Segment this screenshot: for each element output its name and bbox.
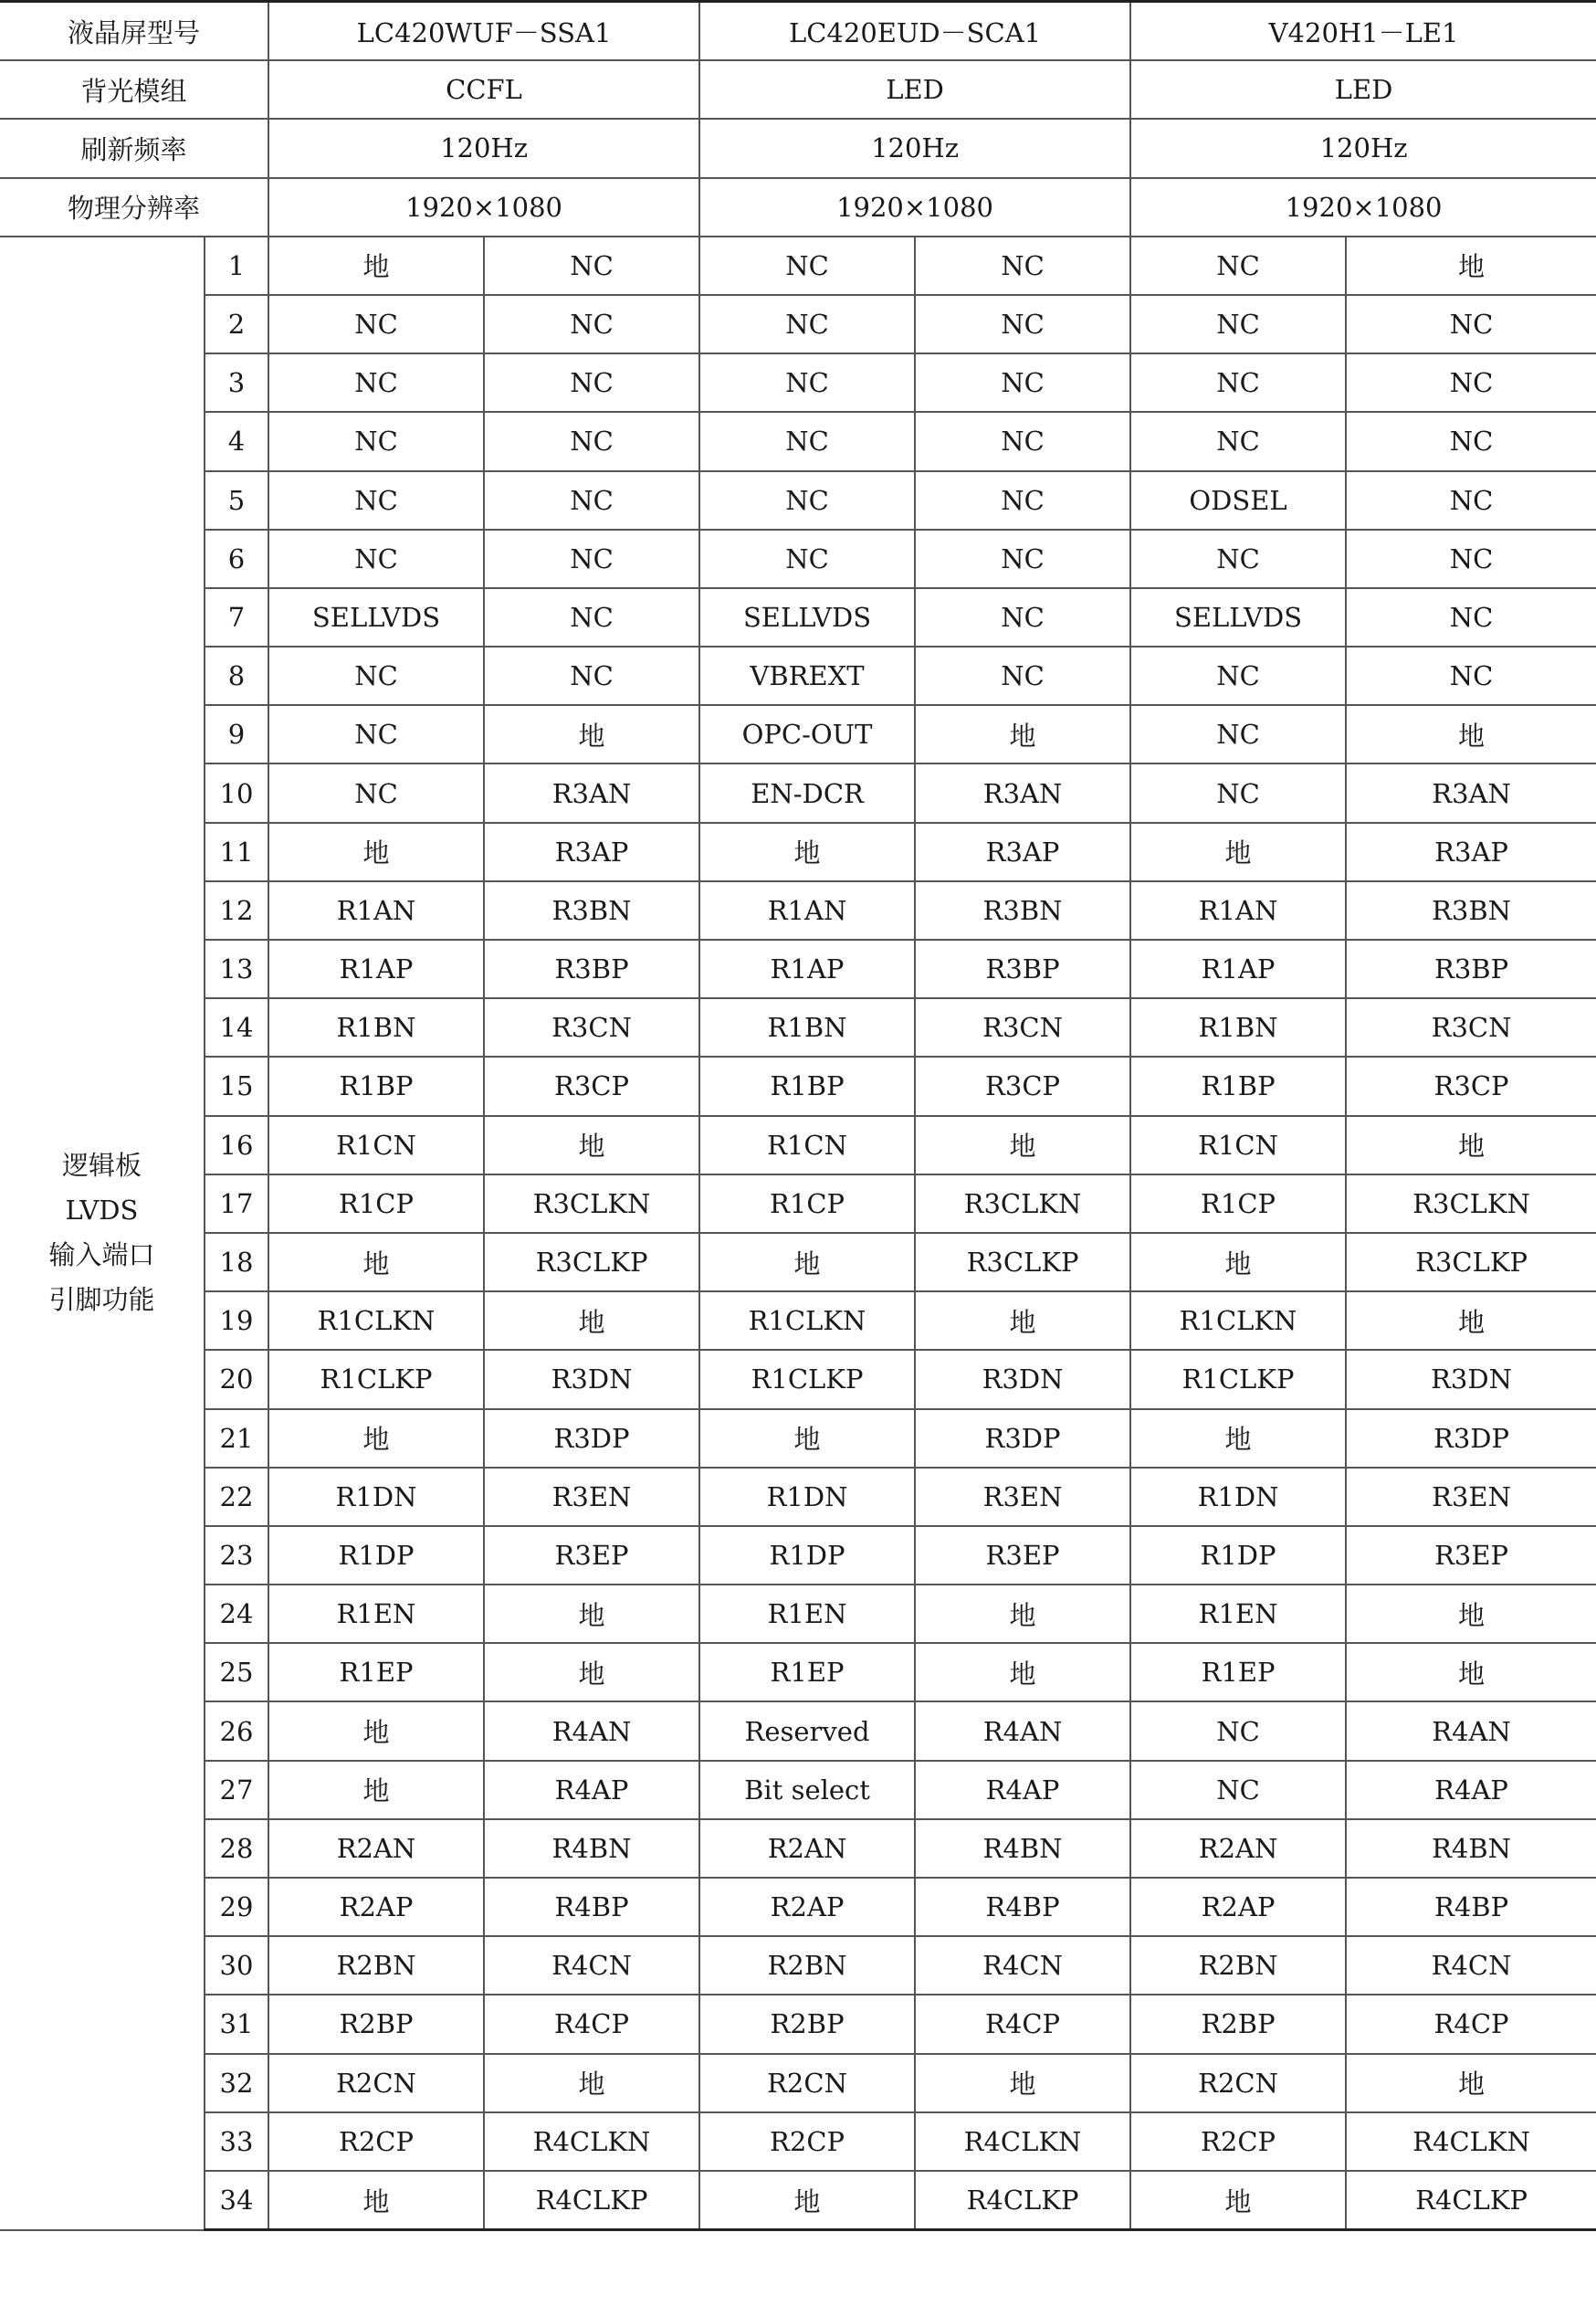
- pin-function-cell: R4CLKP: [484, 2171, 699, 2230]
- pin-number: 32: [205, 2054, 268, 2112]
- pin-number: 14: [205, 998, 268, 1057]
- pin-function-cell: NC: [484, 295, 699, 353]
- pin-function-cell: NC: [1130, 763, 1346, 822]
- pin-row: [0, 471, 1596, 530]
- pin-function-cell: 地: [915, 1116, 1130, 1174]
- pin-function-cell: R3CLKN: [1346, 1174, 1596, 1233]
- pin-function-cell: R1CP: [1130, 1174, 1346, 1233]
- header-row: [0, 60, 1596, 119]
- pin-number: 29: [205, 1878, 268, 1936]
- pin-number: 27: [205, 1761, 268, 1819]
- pin-function-cell: R4CLKP: [915, 2171, 1130, 2230]
- pin-function-cell: R4CP: [1346, 1995, 1596, 2053]
- pin-function-cell: R4BN: [915, 1819, 1130, 1878]
- pin-function-cell: 地: [484, 1585, 699, 1643]
- pin-row: [0, 1233, 1596, 1291]
- table-body: [0, 2, 1596, 2230]
- pin-number: 28: [205, 1819, 268, 1878]
- pin-row: [0, 998, 1596, 1057]
- pin-function-cell: Reserved: [699, 1701, 915, 1760]
- pin-function-cell: R3EP: [484, 1526, 699, 1585]
- pin-function-cell: R2BP: [1130, 1995, 1346, 2053]
- pin-function-cell: 地: [1346, 237, 1596, 295]
- pin-number: 13: [205, 940, 268, 998]
- pin-function-cell: 地: [1346, 705, 1596, 763]
- pin-row: [0, 823, 1596, 881]
- pin-function-cell: NC: [268, 705, 484, 763]
- pin-row: [0, 1409, 1596, 1468]
- pin-function-cell: 地: [484, 705, 699, 763]
- pin-function-cell: R3DP: [484, 1409, 699, 1468]
- pin-function-cell: R1BP: [268, 1057, 484, 1115]
- pin-row: [0, 353, 1596, 412]
- pin-function-cell: NC: [1346, 530, 1596, 588]
- pin-function-cell: R2AN: [1130, 1819, 1346, 1878]
- pin-row: [0, 1526, 1596, 1585]
- pin-number: 30: [205, 1936, 268, 1995]
- pin-function-cell: R2CP: [1130, 2112, 1346, 2171]
- pin-function-cell: NC: [1130, 353, 1346, 412]
- pin-function-cell: NC: [1130, 647, 1346, 705]
- pin-function-cell: R4CP: [484, 1995, 699, 2053]
- pin-function-cell: R3DN: [915, 1350, 1130, 1408]
- pin-function-cell: NC: [1346, 588, 1596, 647]
- pin-row: [0, 647, 1596, 705]
- pin-row: [0, 1291, 1596, 1350]
- pin-function-cell: NC: [484, 471, 699, 530]
- pin-number: 3: [205, 353, 268, 412]
- pin-function-cell: R2CP: [699, 2112, 915, 2171]
- pin-function-cell: OPC-OUT: [699, 705, 915, 763]
- pin-number: 11: [205, 823, 268, 881]
- pin-function-cell: NC: [915, 588, 1130, 647]
- pin-function-cell: NC: [915, 237, 1130, 295]
- pin-row: [0, 1057, 1596, 1115]
- pin-function-cell: NC: [268, 471, 484, 530]
- pin-function-cell: R3EN: [915, 1468, 1130, 1526]
- pin-function-cell: R1CLKP: [699, 1350, 915, 1408]
- pin-function-cell: R1CP: [699, 1174, 915, 1233]
- pin-function-cell: R1CN: [1130, 1116, 1346, 1174]
- pin-row: [0, 588, 1596, 647]
- pin-row: [0, 1878, 1596, 1936]
- pin-function-cell: R1EP: [268, 1643, 484, 1701]
- pin-number: 34: [205, 2171, 268, 2230]
- pin-function-cell: R2BN: [699, 1936, 915, 1995]
- pin-function-cell: NC: [268, 412, 484, 470]
- pin-function-cell: R2AP: [268, 1878, 484, 1936]
- pin-function-cell: NC: [1130, 412, 1346, 470]
- pin-function-cell: 地: [268, 1233, 484, 1291]
- pin-function-cell: 地: [484, 1291, 699, 1350]
- pin-function-cell: R1AP: [699, 940, 915, 998]
- header-label: 物理分辨率: [0, 178, 268, 237]
- pin-function-cell: EN-DCR: [699, 763, 915, 822]
- pin-number: 20: [205, 1350, 268, 1408]
- pin-function-cell: NC: [484, 412, 699, 470]
- pin-function-cell: 地: [268, 1761, 484, 1819]
- pin-function-cell: R3AN: [915, 763, 1130, 822]
- pin-row: [0, 1174, 1596, 1233]
- pin-function-cell: SELLVDS: [699, 588, 915, 647]
- pin-function-cell: R4AN: [915, 1701, 1130, 1760]
- pin-function-cell: NC: [915, 295, 1130, 353]
- pin-function-cell: R1EN: [1130, 1585, 1346, 1643]
- pin-function-cell: NC: [699, 412, 915, 470]
- pin-function-cell: R2CN: [1130, 2054, 1346, 2112]
- pin-function-cell: 地: [268, 1409, 484, 1468]
- pin-row: [0, 1701, 1596, 1760]
- pin-function-cell: R1BN: [699, 998, 915, 1057]
- header-value: LC420WUF－SSA1: [268, 2, 699, 61]
- pin-function-cell: NC: [484, 530, 699, 588]
- header-value: V420H1－LE1: [1130, 2, 1596, 61]
- pin-function-cell: NC: [1346, 295, 1596, 353]
- pin-number: 5: [205, 471, 268, 530]
- pin-function-cell: NC: [268, 647, 484, 705]
- section-label-line: 引脚功能: [48, 1284, 155, 1316]
- pin-function-cell: NC: [1130, 530, 1346, 588]
- pin-function-cell: R1EN: [268, 1585, 484, 1643]
- pin-function-cell: NC: [915, 471, 1130, 530]
- pin-function-cell: R3AP: [1346, 823, 1596, 881]
- pin-function-cell: NC: [268, 530, 484, 588]
- pin-function-cell: R3DP: [915, 1409, 1130, 1468]
- pin-function-cell: R3BP: [484, 940, 699, 998]
- pin-function-cell: R3CP: [915, 1057, 1130, 1115]
- pin-function-cell: R2AN: [699, 1819, 915, 1878]
- pin-function-cell: R2CN: [699, 2054, 915, 2112]
- pin-function-cell: 地: [268, 1701, 484, 1760]
- pin-function-cell: R3DP: [1346, 1409, 1596, 1468]
- pin-function-cell: R4BP: [915, 1878, 1130, 1936]
- pin-row: [0, 1819, 1596, 1878]
- pin-function-cell: R3AP: [484, 823, 699, 881]
- pin-number: 31: [205, 1995, 268, 2053]
- pin-number: 4: [205, 412, 268, 470]
- pin-function-cell: R3BN: [915, 881, 1130, 940]
- pin-row: [0, 1350, 1596, 1408]
- pin-function-cell: R3BP: [915, 940, 1130, 998]
- pin-function-cell: 地: [268, 2171, 484, 2230]
- pin-function-cell: 地: [268, 237, 484, 295]
- pin-number: 33: [205, 2112, 268, 2171]
- pin-function-cell: R4AP: [915, 1761, 1130, 1819]
- pin-function-cell: R3DN: [1346, 1350, 1596, 1408]
- pin-function-cell: SELLVDS: [1130, 588, 1346, 647]
- pin-function-cell: R1AP: [268, 940, 484, 998]
- pin-function-cell: NC: [1130, 1761, 1346, 1819]
- pin-function-cell: R4CLKN: [915, 2112, 1130, 2171]
- pin-function-cell: R3AN: [484, 763, 699, 822]
- pin-number: 8: [205, 647, 268, 705]
- pin-function-cell: 地: [699, 823, 915, 881]
- pin-function-cell: R1CLKP: [1130, 1350, 1346, 1408]
- pin-function-cell: R2AP: [699, 1878, 915, 1936]
- pin-number: 2: [205, 295, 268, 353]
- pin-function-cell: R2AP: [1130, 1878, 1346, 1936]
- pin-row: [0, 530, 1596, 588]
- pin-function-cell: 地: [699, 2171, 915, 2230]
- pin-function-cell: 地: [268, 823, 484, 881]
- pin-function-cell: VBREXT: [699, 647, 915, 705]
- pin-number: 9: [205, 705, 268, 763]
- pin-number: 7: [205, 588, 268, 647]
- header-row: [0, 119, 1596, 177]
- pin-function-cell: NC: [699, 237, 915, 295]
- pin-function-cell: R3EN: [1346, 1468, 1596, 1526]
- pin-function-cell: R2BP: [268, 1995, 484, 2053]
- section-label-line: LVDS: [65, 1194, 139, 1226]
- pin-row: [0, 763, 1596, 822]
- pin-function-cell: R4CN: [1346, 1936, 1596, 1995]
- pin-function-cell: R1CN: [699, 1116, 915, 1174]
- pin-function-cell: R3EP: [1346, 1526, 1596, 1585]
- pin-row: [0, 237, 1596, 295]
- pin-function-cell: 地: [699, 1233, 915, 1291]
- section-label: [0, 237, 205, 2230]
- pin-function-cell: R2CP: [268, 2112, 484, 2171]
- pin-function-cell: NC: [268, 763, 484, 822]
- pin-function-cell: R2AN: [268, 1819, 484, 1878]
- pin-function-cell: R4CLKP: [1346, 2171, 1596, 2230]
- pin-function-cell: R4BN: [1346, 1819, 1596, 1878]
- pin-row: [0, 1761, 1596, 1819]
- pin-function-cell: R1BP: [699, 1057, 915, 1115]
- section-label-line: 输入端口: [48, 1239, 155, 1271]
- pin-function-cell: R2BN: [268, 1936, 484, 1995]
- pin-number: 17: [205, 1174, 268, 1233]
- pin-function-cell: R4CN: [915, 1936, 1130, 1995]
- pin-function-cell: R1DP: [699, 1526, 915, 1585]
- pin-function-cell: 地: [1130, 1233, 1346, 1291]
- pin-row: [0, 705, 1596, 763]
- pin-function-cell: 地: [1346, 1291, 1596, 1350]
- pin-function-cell: R4AN: [1346, 1701, 1596, 1760]
- pin-row: [0, 1995, 1596, 2053]
- pin-function-cell: R3CLKN: [484, 1174, 699, 1233]
- pin-function-cell: R3CP: [1346, 1057, 1596, 1115]
- pin-function-cell: R1BN: [268, 998, 484, 1057]
- pin-number: 12: [205, 881, 268, 940]
- pin-function-cell: R1CN: [268, 1116, 484, 1174]
- header-value: LED: [1130, 60, 1596, 119]
- pin-function-cell: R3DN: [484, 1350, 699, 1408]
- pin-row: [0, 295, 1596, 353]
- pin-function-cell: NC: [1130, 237, 1346, 295]
- pin-function-cell: R4CLKN: [1346, 2112, 1596, 2171]
- pin-function-cell: 地: [484, 2054, 699, 2112]
- pin-function-cell: R3CLKN: [915, 1174, 1130, 1233]
- pin-function-cell: R3CLKP: [915, 1233, 1130, 1291]
- pin-function-cell: R1AN: [699, 881, 915, 940]
- header-value: 120Hz: [268, 119, 699, 177]
- pin-function-cell: R4AP: [484, 1761, 699, 1819]
- pin-function-cell: 地: [484, 1643, 699, 1701]
- pin-row: [0, 1116, 1596, 1174]
- pin-function-cell: R1EP: [699, 1643, 915, 1701]
- pin-function-cell: NC: [699, 530, 915, 588]
- header-value: 1920×1080: [1130, 178, 1596, 237]
- pin-function-cell: R1DN: [1130, 1468, 1346, 1526]
- pin-function-cell: 地: [699, 1409, 915, 1468]
- pin-function-cell: NC: [1130, 705, 1346, 763]
- pin-function-cell: R1CLKN: [699, 1291, 915, 1350]
- pin-number: 23: [205, 1526, 268, 1585]
- pin-function-cell: R4CP: [915, 1995, 1130, 2053]
- pin-function-cell: 地: [915, 1643, 1130, 1701]
- pin-function-cell: NC: [915, 353, 1130, 412]
- pin-function-cell: 地: [1130, 1409, 1346, 1468]
- pin-function-cell: 地: [1346, 2054, 1596, 2112]
- header-row: [0, 2, 1596, 61]
- pin-function-cell: 地: [915, 1291, 1130, 1350]
- pin-function-cell: 地: [915, 2054, 1130, 2112]
- pin-number: 25: [205, 1643, 268, 1701]
- pin-row: [0, 1936, 1596, 1995]
- header-label: 背光模组: [0, 60, 268, 119]
- pin-function-cell: NC: [1346, 647, 1596, 705]
- pin-function-cell: R1DP: [268, 1526, 484, 1585]
- pin-function-cell: 地: [1130, 823, 1346, 881]
- pin-number: 6: [205, 530, 268, 588]
- pin-function-cell: NC: [915, 412, 1130, 470]
- pin-function-cell: R4CN: [484, 1936, 699, 1995]
- pin-number: 19: [205, 1291, 268, 1350]
- pin-function-cell: NC: [484, 353, 699, 412]
- pin-function-cell: R4BN: [484, 1819, 699, 1878]
- pin-function-cell: NC: [268, 295, 484, 353]
- pin-row: [0, 881, 1596, 940]
- header-value: LED: [699, 60, 1130, 119]
- header-value: 1920×1080: [268, 178, 699, 237]
- pin-function-cell: R3BN: [484, 881, 699, 940]
- pin-function-cell: R4BP: [484, 1878, 699, 1936]
- header-row: [0, 178, 1596, 237]
- pin-function-cell: 地: [915, 705, 1130, 763]
- pin-number: 26: [205, 1701, 268, 1760]
- pin-function-cell: R1EN: [699, 1585, 915, 1643]
- pin-function-cell: R1CLKP: [268, 1350, 484, 1408]
- pin-row: [0, 2171, 1596, 2230]
- pin-row: [0, 2112, 1596, 2171]
- pin-function-cell: R2CN: [268, 2054, 484, 2112]
- pin-function-cell: R1DP: [1130, 1526, 1346, 1585]
- pin-function-cell: R1EP: [1130, 1643, 1346, 1701]
- pin-function-cell: R4AN: [484, 1701, 699, 1760]
- pin-number: 22: [205, 1468, 268, 1526]
- pin-function-cell: R2BN: [1130, 1936, 1346, 1995]
- pin-function-cell: R3CLKP: [1346, 1233, 1596, 1291]
- pin-function-cell: 地: [484, 1116, 699, 1174]
- pin-function-cell: NC: [1346, 412, 1596, 470]
- pin-function-cell: R1CLKN: [268, 1291, 484, 1350]
- pin-function-cell: R4CLKN: [484, 2112, 699, 2171]
- pin-number: 21: [205, 1409, 268, 1468]
- pin-row: [0, 1643, 1596, 1701]
- pin-function-cell: R3CN: [915, 998, 1130, 1057]
- pin-number: 10: [205, 763, 268, 822]
- pin-function-cell: R1CLKN: [1130, 1291, 1346, 1350]
- pin-function-cell: R1DN: [268, 1468, 484, 1526]
- pin-function-cell: R3CN: [484, 998, 699, 1057]
- pin-number: 24: [205, 1585, 268, 1643]
- pin-function-cell: 地: [1130, 2171, 1346, 2230]
- header-value: LC420EUD－SCA1: [699, 2, 1130, 61]
- pin-function-cell: NC: [268, 353, 484, 412]
- pin-function-cell: NC: [1346, 353, 1596, 412]
- section-label-line: 逻辑板: [61, 1149, 142, 1181]
- pin-function-cell: NC: [915, 647, 1130, 705]
- pin-row: [0, 940, 1596, 998]
- pin-function-cell: R1BN: [1130, 998, 1346, 1057]
- pin-function-cell: R3CP: [484, 1057, 699, 1115]
- pin-function-cell: R3CN: [1346, 998, 1596, 1057]
- pin-function-cell: 地: [1346, 1116, 1596, 1174]
- pin-function-cell: NC: [484, 237, 699, 295]
- pin-row: [0, 1468, 1596, 1526]
- pin-function-cell: R3AP: [915, 823, 1130, 881]
- pin-number: 15: [205, 1057, 268, 1115]
- header-value: 120Hz: [1130, 119, 1596, 177]
- pin-function-cell: R1AN: [1130, 881, 1346, 940]
- header-label: 刷新频率: [0, 119, 268, 177]
- pin-function-cell: R1AP: [1130, 940, 1346, 998]
- pin-function-cell: R4BP: [1346, 1878, 1596, 1936]
- pin-function-cell: R3CLKP: [484, 1233, 699, 1291]
- pin-row: [0, 412, 1596, 470]
- pin-function-cell: Bit select: [699, 1761, 915, 1819]
- header-value: 1920×1080: [699, 178, 1130, 237]
- pin-function-cell: R1DN: [699, 1468, 915, 1526]
- pin-function-cell: R1CP: [268, 1174, 484, 1233]
- pin-function-cell: NC: [1130, 295, 1346, 353]
- pin-function-cell: R3AN: [1346, 763, 1596, 822]
- pin-function-cell: R2BP: [699, 1995, 915, 2053]
- pin-function-cell: 地: [1346, 1643, 1596, 1701]
- pin-function-cell: ODSEL: [1130, 471, 1346, 530]
- pin-function-cell: 地: [1346, 1585, 1596, 1643]
- pin-function-cell: R3BN: [1346, 881, 1596, 940]
- pin-number: 16: [205, 1116, 268, 1174]
- pin-function-cell: NC: [1130, 1701, 1346, 1760]
- pin-function-cell: R1BP: [1130, 1057, 1346, 1115]
- pin-function-cell: NC: [699, 295, 915, 353]
- pin-function-cell: 地: [915, 1585, 1130, 1643]
- header-value: CCFL: [268, 60, 699, 119]
- pin-number: 18: [205, 1233, 268, 1291]
- pin-function-cell: R3EP: [915, 1526, 1130, 1585]
- pin-number: 1: [205, 237, 268, 295]
- pin-function-cell: NC: [1346, 471, 1596, 530]
- pin-function-cell: NC: [699, 353, 915, 412]
- pin-function-cell: NC: [915, 530, 1130, 588]
- pin-function-cell: NC: [484, 647, 699, 705]
- pin-row: [0, 1585, 1596, 1643]
- pin-function-cell: R4AP: [1346, 1761, 1596, 1819]
- pin-function-cell: R1AN: [268, 881, 484, 940]
- pin-function-cell: NC: [484, 588, 699, 647]
- header-label: 液晶屏型号: [0, 2, 268, 61]
- header-value: 120Hz: [699, 119, 1130, 177]
- pin-row: [0, 2054, 1596, 2112]
- pin-function-cell: NC: [699, 471, 915, 530]
- pin-function-cell: SELLVDS: [268, 588, 484, 647]
- pin-function-cell: R3BP: [1346, 940, 1596, 998]
- pin-function-cell: R3EN: [484, 1468, 699, 1526]
